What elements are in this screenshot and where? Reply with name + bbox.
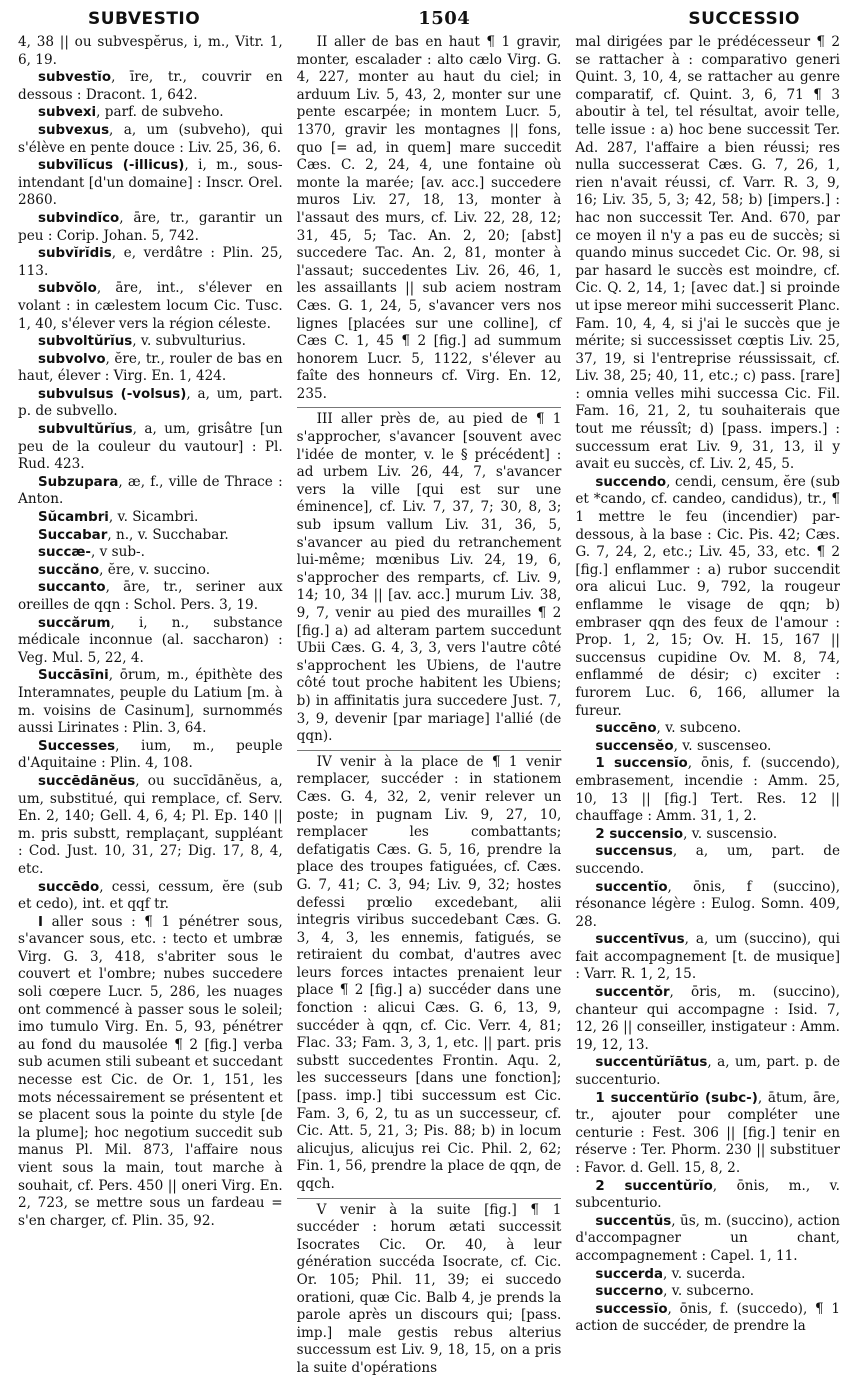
dictionary-section: II aller de bas en haut ¶ 1 gravir, monter, escalader : alto cælo Virg. G. 4, 227, monter au haut du ciel; in arduum Liv. 5, 43, 2, monter sur une pente escarpée; in montem Lucr. 5, 1370, gravir les montagnes || fons, quo [= ad, in quem] mare succedit Cæs. C. 2, 24, 4, une fontaine où monte la marée; [av. acc.] succedere muros Liv. 27, 18, 13, monter à l'assaut des murs, cf. Liv. 22, 28, 12; 31, 45, 5; Tac. An. 2, 20; [abst] succedere Tac. An. 2, 81, monter à l'assaut; succedentes Liv. 26, 46, 1, les assaillants || sub aciem nostram Cæs. G. 1, 24, 5, s'avancer vers nos lignes [placées sur une colline], cf Cæs C. 1, 45 ¶ 2 [fig.] ad summum honorem Lucr. 5, 1122, s'élever au faîte des honneurs cf. Virg. En. 12, 235. [296,34,562,402]
headword: 1 succentŭrĭo (subc-) [595,1090,758,1106]
dictionary-entry: I aller sous : ¶ 1 pénétrer sous, s'avancer sous, etc. : tecto et umbræ Virg. G. 3, 418, s'abriter sous le couvert et l'ombre; nubes succedere soli cœpere Lucr. 5, 286, les nuages ont commencé à passer sous le soleil; imo tumulo Virg. En. 5, 93, pénétrer au fond du mausolée ¶ 2 [fig.] verba sub acumen stili subeant et succedant necesse est Cic. de Or. 1, 151, les mots nécessairement se présentent et se placent sous la pointe du style [de la plume]; hoc negotium succedit sub manus Pl. Mil. 873, l'affaire nous vient sous la main, tout marche à souhait, cf. Pers. 450 || oneri Virg. En. 2, 723, se mettre sous un fardeau = s'en charger, cf. Plin. 35, 92. [18,913,283,1229]
dictionary-entry: Sŭcambri, v. Sicambri. [38,509,199,526]
headword: succărum [38,615,111,631]
dictionary-entry: subvulsus (-volsus), a, um, part. p. de subvello. [18,385,283,420]
headword: succæ- [38,545,91,561]
dictionary-entry: 4, 38 || ou subvespĕrus, i, m., Vitr. 1, 6, 19. [18,34,283,68]
headword: subvīlĭcus (-illicus) [38,158,185,174]
headword: Successes [38,738,116,754]
dictionary-entry: subvoltŭrĭus, v. subvulturius. [38,333,246,350]
dictionary-entry: Succabar, n., v. Succhabar. [38,526,229,543]
headword: succentĭo [595,879,668,895]
dictionary-entry: subvīlĭcus (-illicus), i, m., sous-intendant [d'un domaine] : Inscr. Orel. 2860. [18,157,283,209]
dictionary-entry: subvestĭo, īre, tr., couvrir en dessous : Dracont. 1, 642. [18,69,283,103]
dictionary-entry: succentŭs, ūs, m. (succino), action d'accompagner un chant, accompagnement : Capel. 1, 11. [575,1212,841,1264]
dictionary-entry: succēdo, cessi, cessum, ĕre (sub et cedo), int. et qqf tr. [18,878,283,913]
dictionary-entry: succentĭo, ōnis, f (succino), résonance légère : Eulog. Somn. 409, 28. [575,878,841,930]
page-number: 1504 [418,8,471,29]
headword: subvindĭco [38,210,120,226]
dictionary-entry: succēno, v. subceno. [595,720,742,737]
dictionary-entry: succensĕo, v. suscenseo. [595,737,772,754]
headword: succentīvus [595,932,685,948]
dictionary-section: V venir à la suite [fig.] ¶ 1 succéder : horum ætati successit Isocrates Cic. Or. 40, à leur génération succéda Isocrate, cf. Cic. Or. 105; Phil. 11, 39; ei succedo orationi, quæ Cic. Balb 4, je prends la parole après un discours qui; [pass. imp.] male gestis rebus alterius successum est Liv. 9, 18, 15, on a pris la suite d'opérations [296,1201,562,1376]
headword: subvolvo [38,351,106,367]
dictionary-entry: subvolvo, ĕre, tr., rouler de bas en haut, élever : Virg. En. 1, 424. [18,350,283,385]
headword: succentŭrĭātus [595,1055,708,1071]
dictionary-entry: 1 succensĭo, ōnis, f. (succendo), embrasement, incendie : Amm. 25, 10, 13 || [fig.] Tert. Res. 12 || chauffage : Amm. 31, 1, 2. [575,755,841,825]
dictionary-entry: subvĭrĭdis, e, verdâtre : Plin. 25, 113. [18,245,283,279]
headword: succerda [595,1266,664,1282]
headword: succēdānĕus [38,773,136,789]
dictionary-entry: succensus, a, um, part. de succendo. [575,843,841,877]
headword: Succabar [38,527,108,543]
dictionary-entry: succerda, v. sucerda. [595,1265,746,1282]
dictionary-section: III aller près de, au pied de ¶ 1 s'approcher, s'avancer [souvent avec l'idée de monter, v. le § précédent] : ad urbem Liv. 26, 44, 7, s'avancer vers la ville [qui est sur une éminence], cf. Liv. 7, 37, 7; 30, 8, 3; sub ipsum vallum Liv. 31, 36, 5, s'avancer au pied du retranchement lui-même; mœnibus Liv. 24, 19, 6, s'approcher des remparts, cf. Liv. 9, 14; 10, 34 || [av. acc.] murum Liv. 38, 9, 7, venir au pied des murailles ¶ 2 [fig.] a) ad alteram partem succedunt Ubii Cæs. G. 4, 3, 3, vers l'autre côté s'approchent les Ubiens, de l'autre côté tout proche habitent les Ubiens; b) in affinitatis jura succedere Just. 7, 3, 9, devenir [par mariage] l'allié (de qqn). [296,411,562,745]
header-left-guideword: SUBVESTIO [88,9,201,29]
headword: succăno [38,562,100,578]
dictionary-entry: subvultŭrĭus, a, um, grisâtre [un peu de la couleur du vautour] : Pl. Rud. 423. [18,421,283,473]
headword: succanto [38,580,106,596]
headword: subvĭrĭdis [38,246,112,262]
headword: subvestĭo [38,70,112,86]
headword: Sŭcambri [38,510,109,526]
dictionary-entry: subvexi, parf. de subveho. [38,104,224,121]
dictionary-entry: succanto, āre, tr., seriner aux oreilles de qqn : Schol. Pers. 3, 19. [18,579,283,613]
running-header [18,8,840,34]
headword: subvoltŭrĭus [38,334,133,350]
headword: subvulsus (-volsus) [38,386,187,402]
entry-columns [18,34,841,1376]
dictionary-entry: succēdānĕus, ou succīdānĕus, a, um, substitué, qui remplace, cf. Serv. En. 2, 140; Gell. 4, 6, 4; Pl. Ep. 140 || m. pris substt, remplaçant, suppléant : Cod. Just. 10, 31, 27; Dig. 17, 8, 4, etc. [18,772,283,877]
dictionary-entry: Succāsīni, ōrum, m., épithète des Interamnates, peuple du Latium [m. à m. voisins de Casinum], surnommés aussi Lirinates : Plin. 3, 64. [18,667,283,737]
dictionary-entry: subvexus, a, um (subveho), qui s'élève en pente douce : Liv. 25, 36, 6. [18,121,283,156]
headword: I [38,914,43,930]
dictionary-entry: 1 succentŭrĭo (subc-), ātum, āre, tr., ajouter pour compléter une centurie : Fest. 306 || [fig.] tenir en réserve : Ter. Phorm. 230 || substituer : Favor. d. Gell. 15, 8, 2. [575,1089,841,1176]
headword: successĭo [595,1301,668,1317]
dictionary-entry: succendo, cendi, censum, ĕre (sub et *cando, cf. candeo, candidus), tr., ¶ 1 mettre le feu (incendier) par-dessous, à la base : Cic. Pis. 42; Cæs. G. 7, 24, 2, etc.; Liv. 45, 33, etc. ¶ 2 [fig.] enflammer : a) rubor succendit ora alicui Luc. 9, 792, la rougeur enflamme le visage de qqn; b) embraser qqn des feux de l'amour : Prop. 1, 2, 15; Ov. H. 15, 167 || succensus cupidine Ov. M. 8, 74, enflammé de désir; c) exciter : furorem Luc. 6, 166, allumer la fureur. [575,473,841,719]
headword: subvexi [38,105,97,121]
column-3 [575,34,840,1364]
dictionary-section: IV venir à la place de ¶ 1 venir remplacer, succéder : in stationem Cæs. G. 4, 32, 2, venir relever un poste; in pugnam Liv. 9, 27, 10, remplacer les combattants; defatigatis Cæs. G. 5, 16, prendre la place des troupes fatiguées, cf. Cæs. G. 7, 41; C. 3, 94; Liv. 9, 32; hostes defessi prœlio excedebant, alii integris viribus succedebant Cæs. G. 3, 4, 3, les ennemis, fatigués, se retiraient du combat, d'autres avec leurs forces intactes prenaient leur place ¶ 2 [fig.] a) succéder dans une fonction : alicui Cæs. G. 6, 13, 9, succéder à qqn, cf. Cic. Verr. 4, 81; Flac. 33; Fam. 3, 3, 1, etc. || part. pris substt succedentes Frontin. Aqu. 2, les successeurs [dans une fonction]; [pass. imp.] tibi successum est Cic. Fam. 3, 6, 2, tu as un successeur, cf. Cic. Att. 5, 21, 3; Pis. 88; b) in locum alicujus, alicujus rei Cic. Phil. 2, 62; Fin. 1, 56, prendre la place de qqn, de qqch. [296,753,562,1192]
headword: Subzupara [38,474,119,490]
dictionary-entry: Subzupara, æ, f., ville de Thrace : Anton. [18,473,283,508]
dictionary-entry: 2 succentŭrĭo, ōnis, m., v. subcenturio. [575,1177,841,1212]
headword: 2 succentŭrĭo [595,1178,713,1194]
dictionary-entry: 2 succensio, v. suscensio. [595,825,778,842]
dictionary-entry: subvŏlo, āre, int., s'élever en volant : in cælestem locum Cic. Tusc. 1, 40, s'élever vers la région céleste. [18,280,283,332]
dictionary-entry: succăno, ĕre, v. succino. [38,561,211,578]
column-2 [296,34,562,1376]
dictionary-entry: succărum, i, n., substance médicale inconnue (al. saccharon) : Veg. Mul. 5, 22, 4. [18,614,283,666]
headword: 1 succensĭo [595,756,688,772]
headword: succentŏr [595,985,670,1001]
dictionary-entry: mal dirigées par le prédécesseur ¶ 2 se rattacher à : comparativo generi Quint. 3, 10, 4, se rattacher au genre comparatif, cf. Quint. 3, 6, 71 ¶ 3 aboutir à tel, tel résultat, avoir telle, telle issue : a) hoc bene successit Ter. Ad. 287, l'affaire a bien réussi; res nulla successerat Cæs. G. 7, 26, 1, rien n'avait réussi, cf. Varr. R. 3, 9, 16; Liv. 35, 5, 3; 42, 58; b) [impers.] : hac non successit Ter. And. 670, par ce moyen il n'y a pas eu de succès; si quando minus succedet Cic. Or. 98, si par hasard le succès est moindre, cf. Cic. Q. 2, 14, 1; [avec dat.] si proinde ut ipse mereor mihi successerit Planc. Fam. 10, 4, 4, si j'ai le succès que je mérite; si successisset cœptis Liv. 25, 37, 19, si l'entreprise réussissait, cf. Liv. 38, 25; 40, 11, etc.; c) pass. [rare] : omnia velles mihi successa Cic. Fil. Fam. 16, 21, 2, tu souhaiterais que tout me réussît; d) [pass. impers.] : successum erat Liv. 9, 31, 13, il y avait eu succès, cf. Liv. 2, 45, 5. [575,34,841,473]
dictionary-entry: succæ-, v sub-. [38,544,145,561]
header-right-guideword: SUCCESSIO [688,9,800,29]
headword: subvŏlo [38,281,97,297]
headword: succēno [595,721,657,737]
dictionary-entry: succentŭrĭātus, a, um, part. p. de succenturio. [575,1054,841,1089]
dictionary-entry: succentŏr, ōris, m. (succino), chanteur qui accompagne : Isid. 7, 12, 26 || conseiller, instigateur : Amm. 19, 12, 13. [575,984,841,1053]
headword: succensus [595,844,673,860]
headword: subvexus [38,122,110,138]
headword: succēdo [38,879,100,895]
dictionary-entry: succerno, v. subcerno. [595,1283,755,1300]
dictionary-entry: subvindĭco, āre, tr., garantir un peu : Corip. Johan. 5, 742. [18,209,283,244]
section-divider [297,1198,562,1199]
headword: Succāsīni [38,668,109,684]
section-divider [297,407,562,408]
dictionary-entry: succentīvus, a, um (succino), qui fait accompagnement [t. de musique] : Varr. R. 1, 2, 15. [575,931,841,983]
headword: 2 succensio [595,826,684,842]
headword: succerno [595,1284,664,1300]
dictionary-entry: Successes, ium, m., peuple d'Aquitaine : Plin. 4, 108. [18,737,283,772]
dictionary-entry: successĭo, ōnis, f. (succedo), ¶ 1 action de succéder, de prendre la [575,1300,841,1335]
headword: succensĕo [595,738,674,754]
column-1 [18,34,283,1364]
headword: succentŭs [595,1213,672,1229]
section-divider [297,750,562,751]
headword: subvultŭrĭus [38,422,133,438]
headword: succendo [595,474,667,490]
